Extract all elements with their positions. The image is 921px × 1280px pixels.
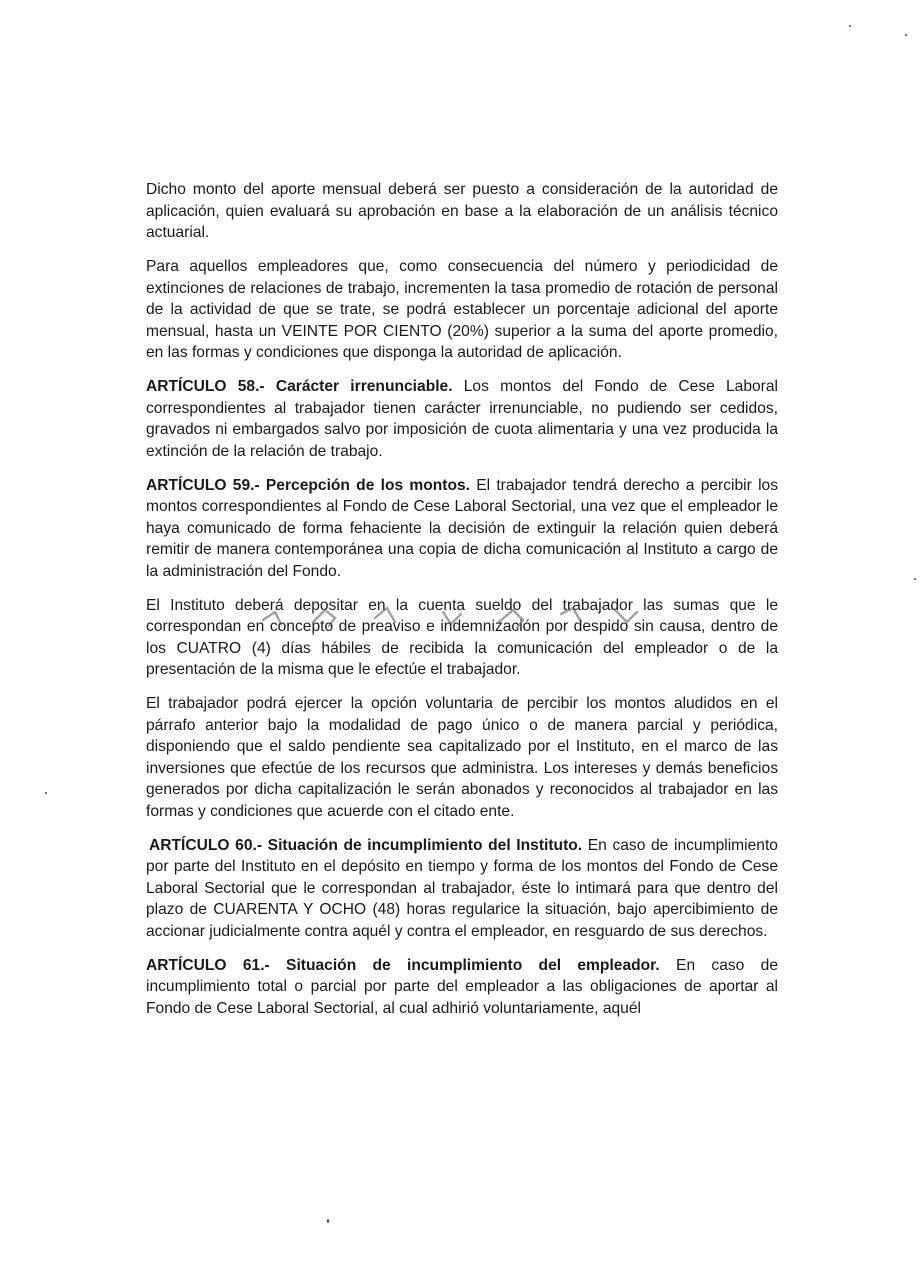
article-heading: ARTÍCULO 60.- Situación de incumplimiento del Instituto. (149, 836, 583, 854)
scan-speck (327, 1219, 329, 1223)
article-58 (146, 376, 778, 462)
scan-speck (849, 25, 851, 27)
article-60 (146, 835, 778, 943)
document-body (146, 179, 778, 1019)
paragraph-aporte-mensual (146, 179, 778, 244)
article-text: El trabajador tendrá derecho a percibir los montos correspondientes al Fondo de Cese Laboral Sectorial, una vez que el empleador le haya comunicado de forma fehaciente la decisión de extinguir la relación quien deberá remitir de manera contemporánea una copia de dicha comunicación al Instituto a cargo de la administración del Fondo. (146, 476, 778, 580)
article-59 (146, 475, 778, 583)
paragraph-opcion-voluntaria (146, 693, 778, 822)
paragraph-text: Para aquellos empleadores que, como consecuencia del número y periodicidad de extinciones de relaciones de trabajo, incrementen la tasa promedio de rotación de personal de la actividad de que se trate, se podrá establecer un porcentaje adicional del aporte mensual, hasta un VEINTE POR CIENTO (20%) superior a la suma del aporte promedio, en las formas y condiciones que disponga la autoridad de aplicación. (146, 258, 778, 361)
article-text: En caso de incumplimiento total o parcial por parte del empleador a las obligaciones de aportar al Fondo de Cese Laboral Sectorial, al cual adhirió voluntariamente, aquél (146, 956, 779, 1017)
article-text: Los montos del Fondo de Cese Laboral correspondientes al trabajador tienen carácter irrenunciable, no pudiendo ser cedidos, gravados ni embargados salvo por imposición de cuota alimentaria y una vez producida la extinción de la relación de trabajo. (146, 378, 778, 460)
article-text: En caso de incumplimiento por parte del Instituto en el depósito en tiempo y forma de los montos del Fondo de Cese Laboral Sectorial que le correspondan al trabajador, éste lo intimará para que dentro del plazo de CUARENTA Y OCHO (48) horas regularice la situación, bajo apercibimiento de accionar judicialmente contra aquél y contra el empleador, en resguardo de sus derechos. (146, 836, 778, 940)
scan-speck (914, 578, 916, 580)
paragraph-text: El Instituto deberá depositar en la cuenta sueldo del trabajador las sumas que le correspondan en concepto de preaviso e indemnización por despido sin causa, dentro de los CUATRO (4) días hábiles de recibida la comunicación del empleador o de la presentación de la misma que le efectúe el trabajador. (146, 596, 778, 678)
article-heading: ARTÍCULO 58.- Carácter irrenunciable. (146, 378, 453, 395)
article-heading: ARTÍCULO 61.- Situación de incumplimiento del empleador. (146, 956, 660, 974)
article-61 (146, 955, 778, 1020)
paragraph-text: Dicho monto del aporte mensual deberá ser puesto a consideración de la autoridad de aplicación, quien evaluará su aprobación en base a la elaboración de un análisis técnico actuarial. (146, 181, 778, 241)
paragraph-text: El trabajador podrá ejercer la opción voluntaria de percibir los montos aludidos en el párrafo anterior bajo la modalidad de pago único o de manera parcial y periódica, disponiendo que el saldo pendiente sea capitalizado por el Instituto, en el marco de las inversiones que efectúe de los recursos que administra. Los intereses y demás beneficios generados por dicha capitalización le serán abonados y reconocidos al trabajador en las formas y condiciones que acuerde con el citado ente. (146, 695, 778, 820)
article-heading: ARTÍCULO 59.- Percepción de los montos. (146, 476, 471, 494)
paragraph-porcentaje-adicional (146, 256, 778, 364)
scan-speck (45, 792, 47, 794)
paragraph-deposito-instituto (146, 595, 778, 681)
scan-speck (905, 34, 907, 36)
